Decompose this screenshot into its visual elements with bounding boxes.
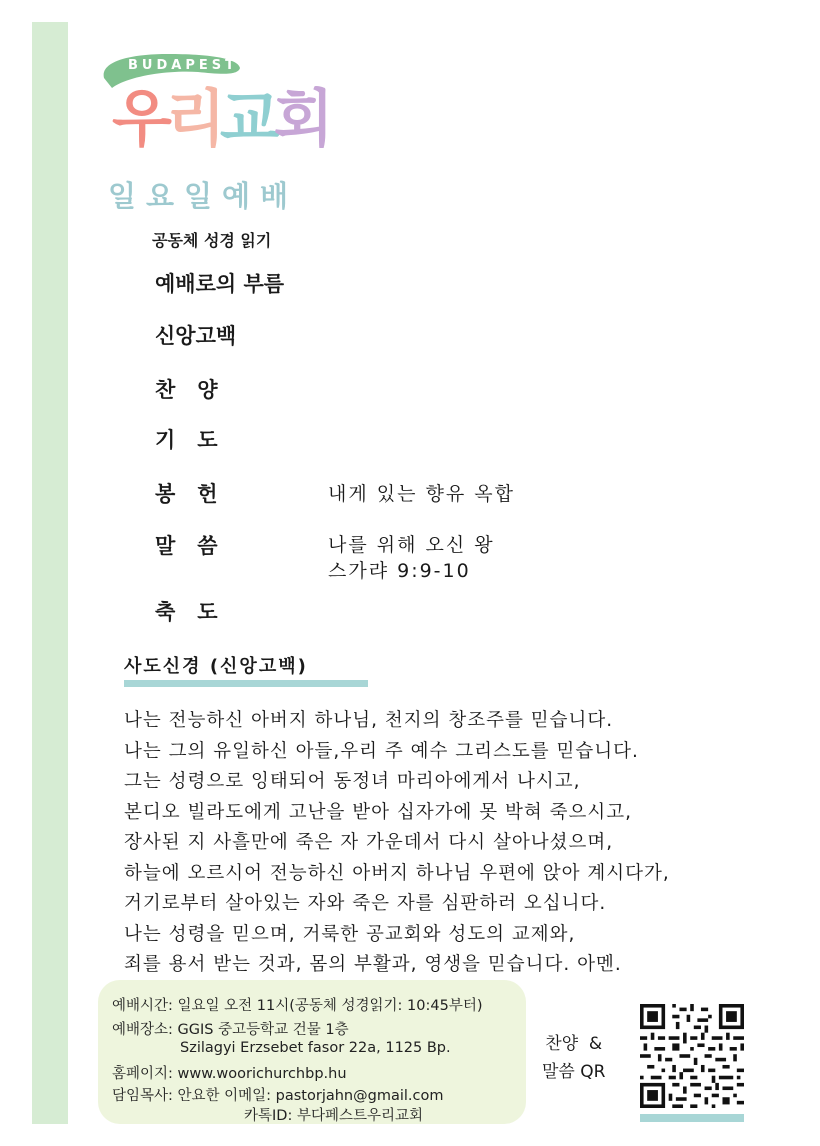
logo-banner-text: BUDAPEST [128,58,238,73]
logo-glyph: 우 [112,82,166,155]
sermon-scripture: 스가랴 9:9-10 [328,560,471,582]
creed-line: 그는 성령으로 잉태되어 동정녀 마리아에게서 나시고, [124,771,581,792]
qr-label-line2: 말씀 QR [542,1062,606,1082]
logo-wordmark [112,82,328,155]
logo-glyph: 회 [273,82,328,155]
service-title: 일요일예배 [108,179,299,213]
creed-heading-underline [124,680,368,687]
service-time: 예배시간: 일요일 오전 11시(공동체 성경읽기: 10:45부터) [112,998,483,1014]
logo-wordmark-text [112,82,328,155]
side-decor-strip [32,22,68,1124]
creed-line: 거기로부터 살아있는 자와 죽은 자를 심판하러 오십니다. [124,893,607,914]
kakao-id: 카톡ID: 부다페스트우리교회 [244,1108,424,1124]
order-item-prayer: 기 도 [155,428,218,452]
logo-glyph: 교 [219,82,274,155]
pastor-contact: 담임목사: 안요한 이메일: pastorjahn@gmail.com [112,1088,444,1104]
church-logo [98,48,328,178]
qr-label [542,1030,605,1086]
logo-glyph: 리 [165,82,220,155]
service-address: Szilagyi Erzsebet fasor 22a, 1125 Bp. [180,1040,451,1056]
order-item-confession: 신앙고백 [155,324,237,348]
sermon-title: 나를 위해 오신 왕 [328,534,495,556]
creed-line: 본디오 빌라도에게 고난을 받아 십자가에 못 박혀 죽으시고, [124,801,632,823]
creed-line: 하늘에 오르시어 전능하신 아버지 하나님 우편에 앉아 계시다가, [124,862,670,884]
creed-line: 나는 그의 유일하신 아들,우리 주 예수 그리스도를 믿습니다. [124,740,639,762]
qr-label-line1: 찬양 & [545,1034,603,1054]
order-item-call-to-worship: 예배로의 부름 [155,272,285,296]
order-item-benediction: 축 도 [155,600,218,624]
order-subtitle: 공동체 성경 읽기 [152,231,272,250]
creed-line: 장사된 지 사흘만에 죽은 자 가운데서 다시 살아나셨으며, [124,832,614,853]
creed-line: 죄를 용서 받는 것과, 몸의 부활과, 영생을 믿습니다. 아멘. [124,954,622,975]
homepage-link[interactable]: 홈페이지: www.woorichurchbp.hu [112,1066,347,1082]
church-info-box [98,980,526,1124]
qr-code-icon[interactable] [640,1004,744,1108]
offering-song: 내게 있는 향유 옥합 [328,483,515,505]
qr-underline [640,1114,744,1122]
order-item-hymn: 찬 양 [155,378,218,402]
creed-line: 나는 성령을 믿으며, 거룩한 공교회와 성도의 교제와, [124,923,576,945]
creed-heading: 사도신경 (신앙고백) [124,656,308,677]
creed-line: 나는 전능하신 아버지 하나님, 천지의 창조주를 믿습니다. [124,710,614,731]
service-place: 예배장소: GGIS 중고등학교 건물 1층 [112,1022,349,1038]
order-item-sermon: 말 씀 [155,534,218,558]
creed-text [124,706,670,981]
order-item-offering: 봉 헌 [155,482,218,506]
